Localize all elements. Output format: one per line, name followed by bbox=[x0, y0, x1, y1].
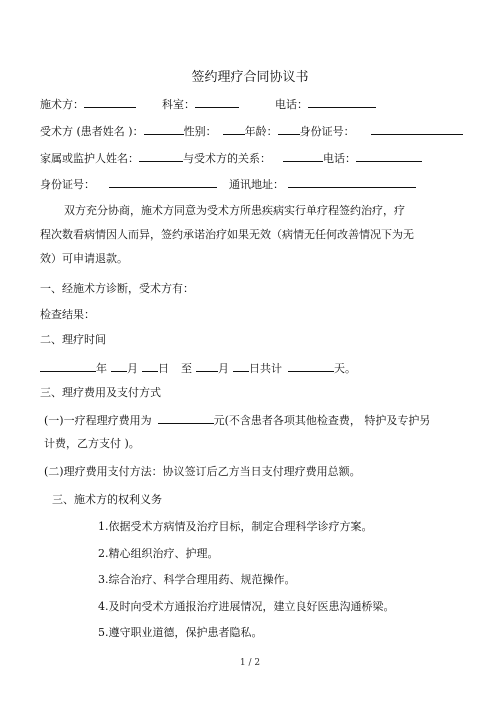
month-start-label: 月 bbox=[127, 362, 138, 375]
guardian-name-blank bbox=[139, 150, 183, 162]
fee-line-2: 计费，乙方支付 )。 bbox=[44, 437, 140, 450]
therapy-time-row bbox=[40, 360, 356, 376]
document-title: 签约理疗合同协议书 bbox=[191, 70, 309, 85]
section-fee-heading: 三、理疗费用及支付方式 bbox=[40, 386, 161, 399]
guardian-id-blank bbox=[109, 176, 217, 188]
days-label: 天。 bbox=[334, 362, 356, 375]
gender-blank bbox=[223, 123, 245, 135]
month-end-label: 月 bbox=[218, 362, 229, 375]
fee-note: 元(不含患者各项其他检查费， 特护及专护另 bbox=[213, 414, 431, 427]
patient-id-label: 身份证号： bbox=[299, 125, 355, 138]
section-time-heading: 二、理疗时间 bbox=[40, 333, 106, 346]
day-end-label: 日共计 bbox=[249, 362, 282, 375]
page-number: 1 / 2 bbox=[239, 658, 261, 668]
duty-item: 1.依据受术方病情及治疗目标，制定合理科学诊疗方案。 bbox=[98, 520, 373, 533]
field-row-provider bbox=[40, 96, 376, 112]
duty-item: 3.综合治疗、科学合理用药、规范操作。 bbox=[98, 573, 296, 586]
section-diagnosis-heading: 一、经施术方诊断，受术方有： bbox=[40, 282, 194, 295]
guardian-name-label: 家属或监护人姓名： bbox=[40, 152, 139, 165]
duty-item: 4.及时向受术方通报治疗进展情况，建立良好医患沟通桥梁。 bbox=[98, 600, 395, 613]
guardian-id-label: 身份证号： bbox=[40, 178, 95, 191]
day-start-label: 日 bbox=[158, 362, 169, 375]
department-blank bbox=[195, 96, 239, 108]
age-label: 年龄： bbox=[244, 125, 278, 138]
agreement-paragraph-line-1: 双方充分协商，施术方同意为受术方所患疾病实行单疗程签约治疗，疗 bbox=[64, 204, 405, 217]
fee-line-1 bbox=[44, 412, 430, 428]
to-label: 至 bbox=[181, 362, 192, 375]
month-start-blank bbox=[111, 360, 127, 372]
provider-label: 施术方： bbox=[40, 98, 84, 111]
total-days-blank bbox=[288, 360, 334, 372]
address-label: 通讯地址： bbox=[229, 178, 284, 191]
age-blank bbox=[278, 123, 300, 135]
field-row-patient bbox=[40, 123, 463, 139]
phone-blank bbox=[308, 96, 376, 108]
patient-name-label: 受术方 (患者姓名 )： bbox=[40, 125, 144, 138]
relation-blank bbox=[283, 150, 323, 162]
year-label: 年 bbox=[96, 362, 107, 375]
guardian-phone-blank bbox=[356, 150, 422, 162]
payment-method: (二)理疗费用支付方法：协议签订后乙方当日支付理疗费用总额。 bbox=[44, 465, 361, 478]
fee-label: (一)一疗程理疗费用为 bbox=[44, 414, 152, 427]
guardian-phone-label: 电话： bbox=[323, 152, 356, 165]
year-blank bbox=[40, 360, 96, 372]
section-provider-duties-heading: 三、施术方的权利义务 bbox=[52, 493, 162, 506]
field-row-guardian-id bbox=[40, 176, 416, 192]
patient-name-blank bbox=[144, 123, 184, 135]
exam-result-label: 检查结果： bbox=[40, 308, 95, 321]
duty-item: 2.精心组织治疗、护理。 bbox=[98, 547, 219, 560]
gender-label: 性别： bbox=[183, 125, 217, 138]
day-start-blank bbox=[142, 360, 158, 372]
duty-item: 5.遵守职业道德，保护患者隐私。 bbox=[98, 626, 263, 639]
day-end-blank bbox=[233, 360, 249, 372]
month-end-blank bbox=[196, 360, 218, 372]
department-label: 科室： bbox=[162, 98, 195, 111]
agreement-paragraph-line-2: 程次数看病情因人而异，签约承诺治疗如果无效（病情无任何改善情况下为无 bbox=[40, 228, 414, 241]
provider-blank bbox=[84, 96, 136, 108]
agreement-paragraph-line-3: 效）可申请退款。 bbox=[40, 252, 128, 265]
field-row-guardian bbox=[40, 150, 422, 166]
phone-label: 电话： bbox=[275, 98, 308, 111]
fee-amount-blank bbox=[158, 412, 214, 424]
relation-label: 与受术方的关系： bbox=[183, 152, 271, 165]
patient-id-blank bbox=[371, 123, 463, 135]
address-blank bbox=[288, 176, 416, 188]
